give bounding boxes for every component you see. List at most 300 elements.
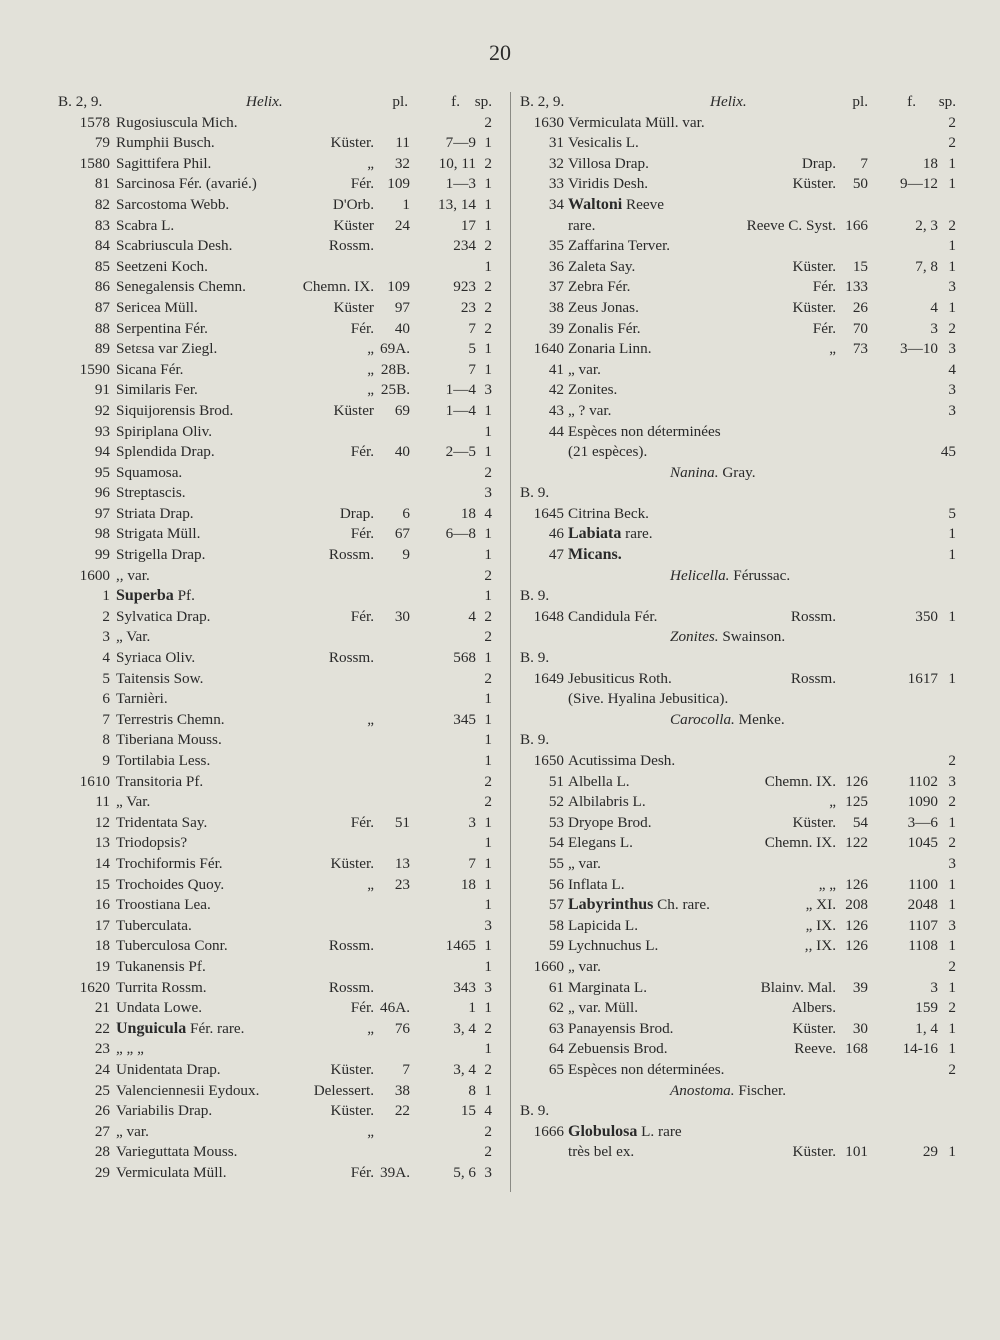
entry-row: [58, 113, 500, 134]
reference-author: Fér.: [350, 319, 374, 337]
reference-author: Küster.: [330, 1060, 374, 1078]
species-name: Taitensis Sow.: [116, 669, 204, 687]
catalog-number: 6: [102, 690, 110, 708]
plate-number: 23: [394, 875, 410, 893]
specimen-count: 3: [484, 1163, 492, 1181]
catalog-number: 3: [102, 628, 110, 646]
catalog-number: 18: [94, 937, 110, 955]
species-name: „ var.: [116, 1122, 149, 1140]
plate-number: 126: [845, 916, 868, 934]
entry-row: [58, 689, 500, 710]
plate-number: 39: [852, 978, 868, 996]
entry-row: [520, 236, 960, 257]
species-name: Sarcinosa Fér. (avarié.): [116, 175, 257, 193]
reference-author: Chemn. IX.: [302, 278, 374, 296]
entry-row: [58, 195, 500, 216]
figure-number: 343: [453, 978, 476, 996]
figure-number: 3: [930, 978, 938, 996]
entry-row: [58, 669, 500, 690]
reference-author: Fér.: [812, 278, 836, 296]
right-column-header: [520, 92, 960, 113]
plate-number: 11: [395, 134, 410, 152]
catalog-number: 15: [94, 875, 110, 893]
species-name: Inflata L.: [568, 875, 625, 893]
specimen-count: 1: [484, 401, 492, 419]
figure-number: 1, 4: [915, 1019, 938, 1037]
species-name: Streptascis.: [116, 484, 186, 502]
catalog-number: 95: [94, 463, 110, 481]
genus-name: Nanina.: [670, 463, 719, 481]
entry-row: [58, 463, 500, 484]
entry-row: [58, 133, 500, 154]
entry-row: [58, 957, 500, 978]
plate-number: 67: [394, 525, 410, 543]
specimen-count: 1: [484, 731, 492, 749]
plate-number: 208: [845, 896, 868, 914]
specimen-count: 3: [484, 978, 492, 996]
figure-number: 3: [468, 813, 476, 831]
reference-author: „: [367, 340, 374, 358]
entry-row: [520, 998, 960, 1019]
reference-author: „: [367, 360, 374, 378]
specimen-count: 1: [948, 298, 956, 316]
catalog-number: 39: [548, 319, 564, 337]
catalog-number: 1645: [533, 504, 564, 522]
catalog-number: 83: [94, 216, 110, 234]
plate-number: 7: [860, 154, 868, 172]
specimen-count: 2: [948, 957, 956, 975]
species-name-bold: Micans.: [568, 546, 622, 564]
reference-author: „: [367, 875, 374, 893]
catalog-number: 4: [102, 649, 110, 667]
species-name: Vermiculata Müll.: [116, 1163, 227, 1181]
species-name-bold: Superba: [116, 587, 174, 605]
species-name: très bel ex.: [568, 1143, 635, 1161]
catalog-number: 86: [94, 278, 110, 296]
species-name: Scabriuscula Desh.: [116, 237, 233, 255]
genus-label: [670, 627, 785, 648]
entry-row: [58, 586, 500, 607]
figure-number: 1617: [907, 669, 938, 687]
species-name: Troostiana Lea.: [116, 896, 211, 914]
reference-author: Fér.: [350, 525, 374, 543]
catalog-number: 13: [94, 834, 110, 852]
figure-number: 7: [468, 319, 476, 337]
plate-number: 73: [852, 340, 868, 358]
catalog-number: 97: [94, 504, 110, 522]
reference-author: Küster.: [792, 298, 836, 316]
species-name: Lychnuchus L.: [568, 937, 659, 955]
species-name: Siquijorensis Brod.: [116, 401, 234, 419]
specimen-count: 1: [948, 669, 956, 687]
entry-row: [58, 319, 500, 340]
plate-number: 70: [852, 319, 868, 337]
specimen-count: 4: [484, 1102, 492, 1120]
catalog-number: 51: [548, 772, 564, 790]
reference-author: „: [367, 381, 374, 399]
entry-row: [58, 1019, 500, 1040]
species-name: Undata Lowe.: [116, 999, 203, 1017]
species-name: Trochiformis Fér.: [116, 854, 223, 872]
catalog-number: 22: [94, 1019, 110, 1037]
species-name: Tukanensis Pf.: [116, 957, 206, 975]
entry-row: [58, 772, 500, 793]
figure-number: 8: [468, 1081, 476, 1099]
species-name: [568, 545, 622, 566]
entry-row: [58, 1163, 500, 1184]
genus-subheading: [520, 627, 960, 648]
figure-number: 4: [468, 607, 476, 625]
specimen-count: 1: [484, 175, 492, 193]
catalog-number: 36: [548, 257, 564, 275]
catalog-number: 46: [548, 525, 564, 543]
figure-number: 4: [930, 298, 938, 316]
species-name: Valenciennesii Eydoux.: [116, 1081, 260, 1099]
entry-row: [520, 216, 960, 237]
specimen-count: 1: [948, 937, 956, 955]
species-name: „ var. Müll.: [568, 999, 639, 1017]
specimen-count: 2: [484, 463, 492, 481]
entry-row: [520, 936, 960, 957]
reference-author: Küster.: [330, 1102, 374, 1120]
figure-number: 923: [453, 278, 476, 296]
catalog-number: 55: [548, 854, 564, 872]
specimen-count: 2: [948, 216, 956, 234]
figure-number: 18: [922, 154, 938, 172]
plate-number: 39A.: [380, 1163, 410, 1181]
species-name: Tuberculosa Conr.: [116, 937, 228, 955]
reference-author: Küster.: [792, 1019, 836, 1037]
species-name: Strigella Drap.: [116, 546, 206, 564]
catalog-number: 57: [548, 896, 564, 914]
species-name: Zebuensis Brod.: [568, 1040, 668, 1058]
figure-number: 1107: [908, 916, 938, 934]
entry-row: [520, 1060, 960, 1081]
section-label: B. 9.: [520, 587, 550, 605]
reference-author: Fér.: [350, 999, 374, 1017]
species-name-suffix: rare.: [621, 525, 653, 543]
catalog-number: 93: [94, 422, 110, 440]
entry-row: [58, 1122, 500, 1143]
genus-name: Helicella.: [670, 566, 730, 584]
f-column-header: f.: [907, 93, 916, 110]
catalog-number: 1649: [533, 669, 564, 687]
specimen-count: 1: [484, 422, 492, 440]
specimen-count: 1: [484, 546, 492, 564]
figure-number: 7: [468, 360, 476, 378]
reference-author: Reeve C. Syst.: [746, 216, 836, 234]
specimen-count: 1: [484, 134, 492, 152]
species-name: Vermiculata Müll. var.: [568, 113, 705, 131]
genus-author: Fischer.: [738, 1081, 787, 1099]
entry-row: [520, 257, 960, 278]
plate-number: 7: [402, 1060, 410, 1078]
species-name: Candidula Fér.: [568, 607, 658, 625]
catalog-number: 31: [548, 134, 564, 152]
entry-row: [520, 689, 960, 710]
catalog-number: 47: [548, 546, 564, 564]
reference-author: Rossm.: [790, 669, 836, 687]
catalog-number: 1600: [79, 566, 110, 584]
entry-row: [58, 1060, 500, 1081]
catalog-number: 44: [548, 422, 564, 440]
specimen-count: 2: [484, 278, 492, 296]
genus-author: Férussac.: [733, 566, 791, 584]
species-name: Zaffarina Terver.: [568, 237, 671, 255]
entry-row: [58, 833, 500, 854]
specimen-count: 1: [948, 875, 956, 893]
specimen-count: 2: [484, 298, 492, 316]
species-name: Tridentata Say.: [116, 813, 208, 831]
figure-number: 1108: [908, 937, 938, 955]
entry-row: [520, 277, 960, 298]
entry-row: [520, 401, 960, 422]
specimen-count: 1: [948, 175, 956, 193]
species-name: (Sive. Hyalina Jebusitica).: [568, 690, 729, 708]
plate-number: 109: [387, 278, 410, 296]
species-name: rare.: [568, 216, 596, 234]
species-name: „ Var.: [116, 628, 151, 646]
section-label: B. 9.: [520, 649, 550, 667]
figure-number: 1—4: [445, 381, 476, 399]
entry-row: [58, 154, 500, 175]
species-name: [116, 586, 195, 607]
figure-number: 5: [468, 340, 476, 358]
specimen-count: 1: [948, 257, 956, 275]
specimen-count: 2: [484, 1060, 492, 1078]
specimen-count: 1: [484, 834, 492, 852]
catalog-number: 43: [548, 401, 564, 419]
entry-row: [520, 339, 960, 360]
entry-row: [520, 1039, 960, 1060]
plate-number: 1: [402, 195, 410, 213]
entry-row: [520, 772, 960, 793]
species-name: „ var.: [568, 854, 601, 872]
specimen-count: 1: [484, 813, 492, 831]
catalog-number: 1590: [79, 360, 110, 378]
entry-row: [58, 298, 500, 319]
species-name: Sagittifera Phil.: [116, 154, 212, 172]
catalog-number: 1610: [79, 772, 110, 790]
entry-row: [58, 483, 500, 504]
specimen-count: 1: [948, 546, 956, 564]
figure-number: 1102: [908, 772, 938, 790]
reference-author: Küster.: [330, 854, 374, 872]
species-name: Marginata L.: [568, 978, 648, 996]
specimen-count: 2: [948, 999, 956, 1017]
f-column-header: f.: [451, 93, 460, 110]
catalog-number: 54: [548, 834, 564, 852]
entry-row: [520, 751, 960, 772]
reference-author: Fér.: [350, 607, 374, 625]
species-name: (21 espèces).: [568, 443, 648, 461]
specimen-count: 1: [484, 340, 492, 358]
plate-number: 109: [387, 175, 410, 193]
entry-row: [58, 1081, 500, 1102]
figure-number: 2—5: [445, 443, 476, 461]
specimen-count: 1: [484, 690, 492, 708]
specimen-count: 4: [484, 504, 492, 522]
left-entry-list: [58, 113, 500, 1184]
reference-author: Küster: [333, 298, 374, 316]
specimen-count: 1: [484, 957, 492, 975]
specimen-count: 1: [948, 237, 956, 255]
species-name: Dryope Brod.: [568, 813, 652, 831]
plate-number: 46A.: [380, 999, 410, 1017]
genus-subheading: [520, 566, 960, 587]
sp-column-header: sp.: [938, 93, 956, 110]
entry-row: [58, 730, 500, 751]
catalog-number: 34: [548, 195, 564, 213]
reference-author: Chemn. IX.: [764, 834, 836, 852]
sp-column-header: sp.: [474, 93, 492, 110]
entry-row: [520, 833, 960, 854]
species-name: Sicana Fér.: [116, 360, 184, 378]
entry-row: [58, 936, 500, 957]
catalog-number: 17: [94, 916, 110, 934]
catalog-number: 14: [94, 854, 110, 872]
reference-author: Blainv. Mal.: [760, 978, 836, 996]
section-heading: [520, 648, 960, 669]
reference-author: Drap.: [801, 154, 836, 172]
entry-row: [520, 895, 960, 916]
reference-author: „ „: [818, 875, 836, 893]
figure-number: 7—9: [445, 134, 476, 152]
figure-number: 345: [453, 710, 476, 728]
entry-row: [58, 524, 500, 545]
entry-row: [520, 545, 960, 566]
species-name: Tiberiana Mouss.: [116, 731, 222, 749]
catalog-number: 38: [548, 298, 564, 316]
species-name: Albella L.: [568, 772, 630, 790]
specimen-count: 2: [484, 319, 492, 337]
species-name: Vesicalis L.: [568, 134, 639, 152]
catalog-number: 98: [94, 525, 110, 543]
specimen-count: 45: [940, 443, 956, 461]
species-name-bold: Waltoni: [568, 195, 623, 213]
figure-number: 3, 4: [453, 1060, 476, 1078]
reference-author: Fér.: [812, 319, 836, 337]
entry-row: [520, 978, 960, 999]
plate-number: 40: [394, 443, 410, 461]
catalog-number: 19: [94, 957, 110, 975]
figure-number: 18: [460, 875, 476, 893]
page-number: 20: [489, 40, 511, 65]
species-name: Scabra L.: [116, 216, 175, 234]
specimen-count: 1: [484, 710, 492, 728]
entry-row: [58, 1101, 500, 1122]
specimen-count: 1: [484, 216, 492, 234]
figure-number: 5, 6: [453, 1163, 476, 1181]
section-label: B. 2, 9.: [58, 93, 103, 110]
catalog-number: 87: [94, 298, 110, 316]
reference-author: „: [367, 710, 374, 728]
catalog-number: 89: [94, 340, 110, 358]
specimen-count: 1: [948, 154, 956, 172]
entry-row: [58, 174, 500, 195]
specimen-count: 2: [948, 793, 956, 811]
catalog-number: 61: [548, 978, 564, 996]
specimen-count: 2: [948, 1060, 956, 1078]
specimen-count: 2: [948, 752, 956, 769]
species-name: „ Var.: [116, 793, 151, 811]
species-name: Tarnièri.: [116, 690, 168, 708]
species-name: Viridis Desh.: [568, 175, 649, 193]
species-name: Elegans L.: [568, 834, 633, 852]
left-column: [58, 92, 500, 1183]
figure-number: 14-16: [902, 1040, 938, 1058]
species-name: [568, 524, 653, 545]
specimen-count: 4: [948, 360, 956, 378]
species-name: Jebusiticus Roth.: [568, 669, 672, 687]
specimen-count: 3: [948, 772, 956, 790]
reference-author: Rossm.: [328, 649, 374, 667]
catalog-number: 24: [94, 1060, 110, 1078]
species-name: „ „ „: [116, 1040, 144, 1058]
reference-author: Küster: [333, 216, 374, 234]
catalog-number: 1620: [79, 978, 110, 996]
species-name-suffix: Ch. rare.: [653, 896, 710, 914]
plate-number: 126: [845, 772, 868, 790]
reference-author: Drap.: [339, 504, 374, 522]
reference-author: Küster.: [792, 1143, 836, 1161]
specimen-count: 1: [948, 1143, 956, 1161]
entry-row: [58, 854, 500, 875]
reference-author: Rossm.: [328, 237, 374, 255]
genus-subheading: [520, 710, 960, 731]
specimen-count: 1: [948, 978, 956, 996]
specimen-count: 1: [484, 1040, 492, 1058]
pl-column-header: pl.: [392, 93, 408, 110]
plate-number: 22: [394, 1102, 410, 1120]
entry-row: [520, 195, 960, 216]
species-name-suffix: Reeve: [622, 195, 664, 213]
entry-row: [520, 154, 960, 175]
entry-row: [58, 916, 500, 937]
plate-number: 76: [394, 1019, 410, 1037]
species-name: Espèces non déterminées.: [568, 1060, 725, 1078]
section-label: B. 9.: [520, 1102, 550, 1120]
entry-row: [58, 648, 500, 669]
plate-number: 26: [852, 298, 868, 316]
specimen-count: 1: [948, 813, 956, 831]
species-name: Varieguttata Mouss.: [116, 1143, 238, 1161]
species-name: Tuberculata.: [116, 916, 192, 934]
specimen-count: 2: [948, 113, 956, 131]
entry-row: [520, 113, 960, 134]
species-name: ,, var.: [116, 566, 150, 584]
catalog-number: 11: [95, 793, 110, 811]
entry-row: [520, 916, 960, 937]
specimen-count: 3: [484, 381, 492, 399]
specimen-count: 2: [484, 237, 492, 255]
figure-number: 9—12: [900, 175, 938, 193]
species-name: Lapicida L.: [568, 916, 638, 934]
reference-author: „ IX.: [805, 916, 836, 934]
specimen-count: 1: [484, 587, 492, 605]
genus-subheading: [520, 1081, 960, 1102]
figure-number: 234: [453, 237, 476, 255]
catalog-number: 59: [548, 937, 564, 955]
entry-row: [58, 607, 500, 628]
specimen-count: 2: [484, 628, 492, 646]
figure-number: 3, 4: [453, 1019, 476, 1037]
genus-name: Zonites.: [670, 628, 719, 646]
entry-row: [58, 875, 500, 896]
species-name: Setεsa var Ziegl.: [116, 340, 218, 358]
entry-row: [58, 257, 500, 278]
species-name: Zonites.: [568, 381, 618, 399]
